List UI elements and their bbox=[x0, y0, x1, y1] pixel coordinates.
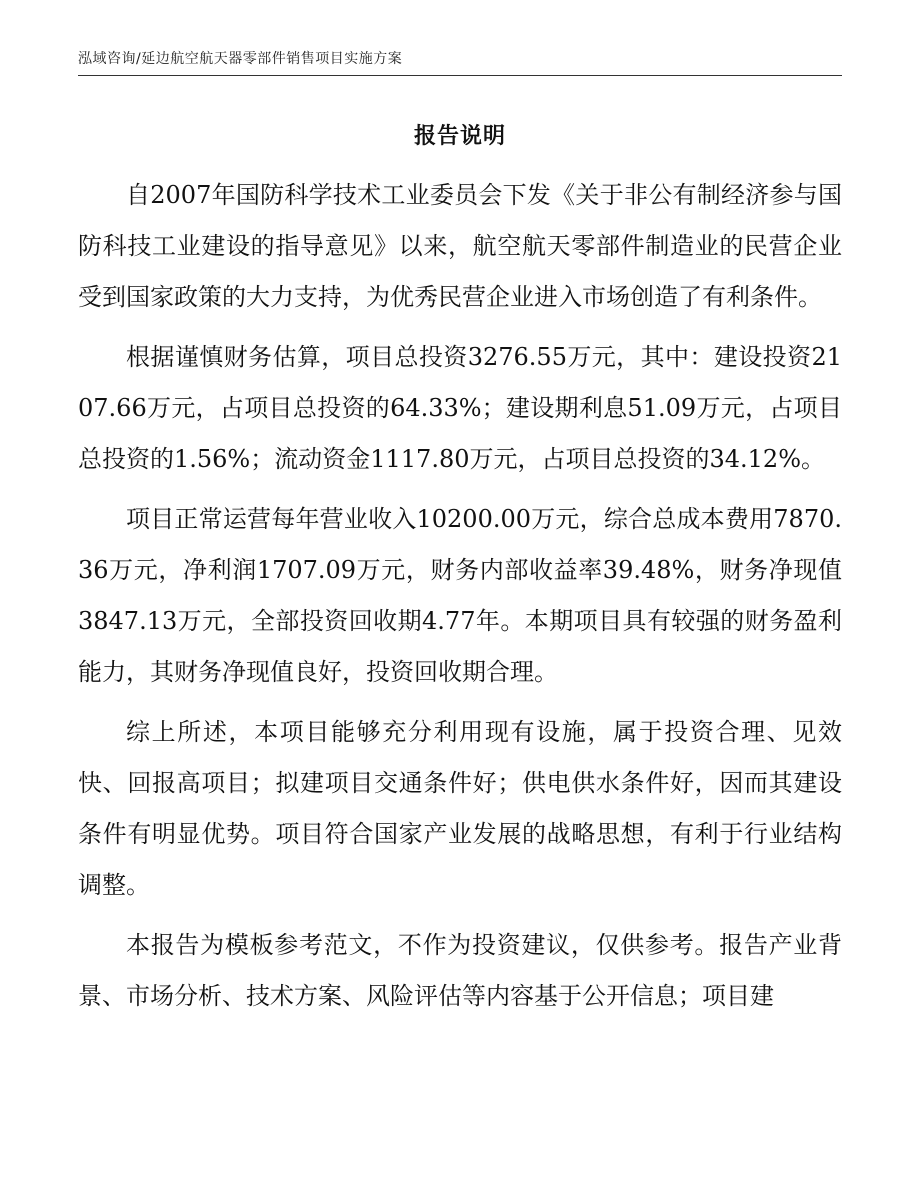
report-body bbox=[78, 170, 842, 1031]
header-divider bbox=[78, 75, 842, 76]
page-title: 报告说明 bbox=[413, 124, 506, 149]
paragraph-financials: 项目正常运营每年营业收入10200.00万元，综合总成本费用7870.36万元，净利润1707.09万元，财务内部收益率39.48%，财务净现值3847.13万元，全部投资回收期4.77年。本期项目具有较强的财务盈利能力，其财务净现值良好，投资回收期合理。 bbox=[78, 505, 842, 686]
paragraph-summary: 综上所述，本项目能够充分利用现有设施，属于投资合理、见效快、回报高项目；拟建项目交通条件好；供电供水条件好，因而其建设条件有明显优势。项目符合国家产业发展的战略思想，有利于行业结构调整。 bbox=[78, 718, 842, 899]
paragraph-investment: 根据谨慎财务估算，项目总投资3276.55万元，其中：建设投资2107.66万元，占项目总投资的64.33%；建设期利息51.09万元，占项目总投资的1.56%；流动资金1117.80万元，占项目总投资的34.12%。 bbox=[78, 343, 842, 473]
paragraph-disclaimer: 本报告为模板参考范文，不作为投资建议，仅供参考。报告产业背景、市场分析、技术方案、风险评估等内容基于公开信息；项目建 bbox=[78, 931, 842, 1010]
running-header: 泓域咨询/延边航空航天器零部件销售项目实施方案 bbox=[78, 51, 403, 67]
paragraph-background: 自2007年国防科学技术工业委员会下发《关于非公有制经济参与国防科技工业建设的指导意见》以来，航空航天零部件制造业的民营企业受到国家政策的大力支持，为优秀民营企业进入市场创造了有利条件。 bbox=[78, 181, 842, 311]
